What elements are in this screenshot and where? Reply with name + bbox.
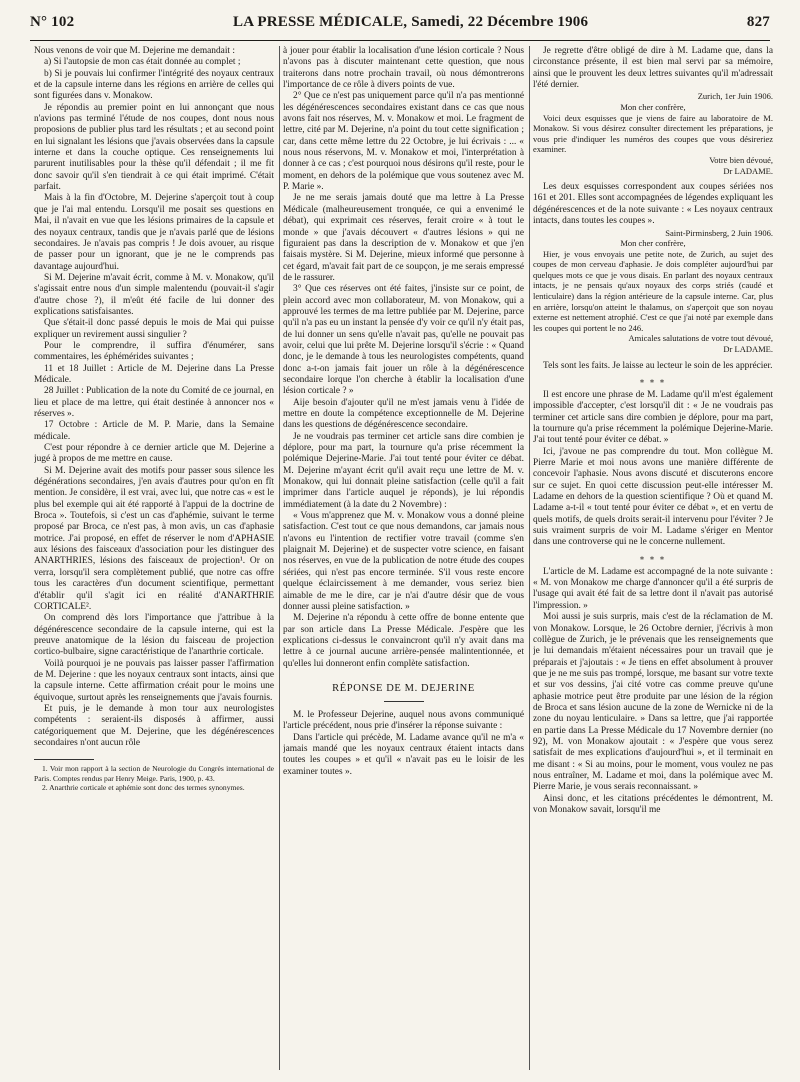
header-rule [30,40,770,41]
paragraph: Je ne voudrais pas terminer cet article sans dire combien je déplore, pour ma part, la tournure qu'a prise récemment la polémique Dejerine-Marie. J'ai tout tenté pour éviter ce débat. M. Dejerine m'ayant écrit qu'il avait reçu une lettre de M. v. Monakow, qui lui donnait pleine satisfaction (celle qu'il a fait imprimer dans l'article auquel je réponds), je lui répondis immédiatement (à la date du 2 Novembre) : [283,431,524,510]
paragraph: Ainsi donc, et les citations précédentes le démontrent, M. von Monakow savait, lorsqu'il me [533,793,773,815]
column-separator [279,46,280,1070]
column-1 [34,46,274,1074]
letter-closing: Votre bien dévoué, [709,154,773,165]
letter-closing: Amicales salutations de votre tout dévoué, [628,333,773,344]
column-3 [533,46,773,1074]
paragraph: 3° Que ces réserves ont été faites, j'insiste sur ce point, de plein accord avec mon collaborateur, M. von Monakow, qui a approuvé les termes de ma lettre publiée par M. Dejerine, parce qu'il n'a pas eu un instant la pensée d'y voir ce qu'il n'y était pas, de lui donner un sens qu'elle n'avait pas, qu'elle ne pouvait pas avoir, celui que lui prête M. Dejerine lorsqu'il s'écrie : « Quand donc, je le demande à tous les neurologistes compétents, quand donc a-t-on jamais fait jouer un rôle à la dégénérescence secondaire lorque l'on cherche à établir la localisation d'une lésion corticale ? » [283,284,524,397]
letter-signature: Dr LADAME. [723,344,773,355]
ornament: ⁎ ⁎ ⁎ [640,552,666,562]
column-separator [529,46,530,1070]
paragraph: a) Si l'autopsie de mon cas était donnée au complet ; [44,57,241,68]
paragraph: Aije besoin d'ajouter qu'il ne m'est jamais venu à l'idée de mettre en doute la compétence exceptionnelle de M. Dejerine dans les questions de dégénérescence secondaire. [283,397,524,431]
paragraph: b) Si je pouvais lui confirmer l'intégrité des noyaux centraux et de la capsule interne dans les régions en arrière de celles qui sont figurées dans v. Monakow. [34,68,274,102]
paragraph: Mais à la fin d'Octobre, M. Dejerine s'aperçoit tout à coup que je l'ai mal entendu. Lorsqu'il me posait ses questions en Mai, il n'avait en vue que les lésions primaires de la capsule et des noyaux centraux, tandis que je n'avais parlé que de lésions secondaires. Je n'avais pas compris ! Je dois avouer, au risque de passer pour un ignorant, que je ne le comprends pas davantage aujourd'hui. [34,193,274,272]
page-header [30,14,770,40]
footnote: 2. Anarthrie corticale et aphémie sont donc des termes synonymes. [42,783,245,793]
paragraph: Moi aussi je suis surpris, mais c'est de la réclamation de M. von Monakow. Lorsque, le 26 Octobre dernier, j'écrivis à mon collègue de Zurich, je le prévenais que les renseignements que je lui demandais m'étaient nécessaires pour un travail que je préparais et j'ajoutais : « Je tiens en effet absolument à prouver que je ne me suis pas trompé, lorsque, me basant sur votre texte et sur vos dessins, j'ai cité votre cas comme preuve qu'une aphasie motrice peut être produite par une lésion de la région de Broca et sans lésion aucune de la zone de Wernicke ni de la zone du noyau lenticulaire. » Dans sa lettre, que j'ai rapportée en partie dans La Presse Médicale du 17 Novembre dernier (no 92), M. von Monakow ajoutait : « J'espère que vous serez satisfait de mes explications d'aujourd'hui », et il terminait en me disant : « Si au moins, pour le moment, vous voulez ne pas nous entraîner, M. Ladame et moi, dans la polémique avec M. Pierre Marie, je vous serais reconnaissant. » [533,612,773,793]
paragraph: L'article de M. Ladame est accompagné de la note suivante : « M. von Monakow me charge d'annoncer qu'il a été surpris de l'usage qui avait été fait de sa lettre dont il n'avait pas autorisé l'impression. » [533,566,773,611]
paragraph: 11 et 18 Juillet : Article de M. Dejerine dans La Presse Médicale. [34,363,274,385]
issue-number: N° 102 [30,14,75,30]
page-number: 827 [746,14,770,30]
journal-title: LA PRESSE MÉDICALE, Samedi, 22 Décembre 1906 [232,14,589,30]
paragraph: Les deux esquisses correspondent aux coupes sériées nos 161 et 201. Elles sont accompagnées de légendes expliquant les dégénérescences et de la note suivante : « Les noyaux centraux intacts, dans toutes les coupes ». [533,182,773,227]
letter-place-date: Saint-Pirminsberg, 2 Juin 1906. [665,227,773,238]
paragraph: à jouer pour établir la localisation d'une lésion corticale ? Nous n'avons pas à discuter maintenant cette question, que nous traiterons dans notre prochain travail, où nous démontrerons l'importance de ce rôle à divers points de vue. [283,46,524,91]
section-title: RÉPONSE DE M. DEJERINE [332,682,475,694]
paragraph: Nous venons de voir que M. Dejerine me demandait : [34,46,235,56]
quoted-letter: « Vous m'apprenez que M. v. Monakow vous a donné pleine satisfaction. C'est tout ce que nous demandons, car jamais nous n'avons eu l'intention de rectifier votre travail (comme s'en plaignait M. Dejerine) et de suspecter votre science, en faisant nos réserves, en vue de la publication de notre étude des coupes sériées, qui n'est pas encore terminée. S'il vous reste encore quelque éclaircissement à me demander, vous seriez bien aimable de me le dire, car je n'ai d'autre désir que de vous donner aussi pleine satisfaction. » [283,511,524,612]
letter-signature: Dr LADAME. [723,165,773,176]
letter-salutation: Mon cher confrère, [620,238,686,249]
letter-body: Voici deux esquisses que je viens de faire au laboratoire de M. Monakow. Si vous désirez consulter directement les préparations, je vous prie d'indiquer les numéros des coupes que vous désireriez examiner. [533,112,773,155]
paragraph: Pour le comprendre, il suffira d'énumérer, sans commentaires, les éphémérides suivantes ; [34,340,274,363]
letter-body: Hier, je vous envoyais une petite note, de Zurich, au sujet des coupes de mon cerveau d'aphasie. Je dois compléter aujourd'hui par quelques mots ce que je vous disais. En parlant des noyaux centraux intacts, je ne pensais qu'aux noyaux des corps striés (caudé et lenticulaire) dans la région antérieure de la capsule interne. Car, plus en arrière, lorsqu'on atteint le thalamus, on s'aperçoit que son noyau externe est nettement atrophié. C'est ce que j'ai noté par exemple dans les coupes qui portent le no 246. [533,248,773,333]
letter-place-date: Zurich, 1er Juin 1906. [697,91,773,102]
paragraph: Voilà pourquoi je ne pouvais pas laisser passer l'affirmation de M. Dejerine : que les noyaux centraux sont intacts, ainsi que la capsule interne. Cette affirmation créait pour le moins une équivoque, surtout après les renseignements que j'avais fournis. [34,658,274,703]
letter-salutation: Mon cher confrère, [620,101,686,112]
paragraph: On comprend dès lors l'importance que j'attribue à la dégénérescence secondaire de la capsule interne, qui est la preuve anatomique de la lésion du faisceau de projection cortico-bulbaire, signe caractéristique de l'anarthrie corticale. [34,613,274,658]
paragraph: M. le Professeur Dejerine, auquel nous avons communiqué l'article précédent, nous prie d'insérer la réponse suivante : [283,709,524,732]
section-rule [384,701,424,702]
paragraph: 2° Que ce n'est pas uniquement parce qu'il n'a pas mentionné les dégénérescences secondaires existant dans ce cas que nous avons fait nos réserves, M. v. Monakow et moi. Le fragment de lettre, cité par M. Dejerine, n'a point du tout cette signification ; car, dans cette même lettre du 22 Octobre, je lui écrivais : ... « nous nous réservons, M. v. Monakow et moi, l'interprétation à donner à ce cas ; c'est pourquoi nous désirons qu'il reste, pour le moment, en dehors de la polémique que vous soutenez avec M. P. Marie ». [283,91,524,193]
paragraph: Que s'était-il donc passé depuis le mois de Mai qui puisse expliquer un revirement aussi singulier ? [34,318,274,340]
paragraph: Il est encore une phrase de M. Ladame qu'il m'est également impossible d'accepter, c'est lorsqu'il dit : « Je ne voudrais pas terminer cet article sans dire combien je déplore, pour ma part, la tournure qu'a prise récemment la polémique Dejerine-Marie. J'ai tout tenté pour éviter ce débat. » [533,389,773,446]
paragraph: Je répondis au premier point en lui annonçant que nous n'avions pas terminé l'étude de nos coupes, dont nous nous proposions de publier plus tard les résultats ; et au second point en lui signalant les lésions que j'avais observées dans la capsule interne et dans la couche optique. Ces renseignements lui parurent inutilisables pour la thèse qu'il défendait ; il me fit donc savoir qu'il s'en tiendrait à ce qui était imprimé. C'était parfait. [34,102,274,193]
footnote-rule [34,759,94,760]
paragraph: C'est pour répondre à ce dernier article que M. Dejerine a jugé à propos de me mettre en cause. [34,443,274,465]
paragraph: Si M. Dejerine avait des motifs pour passer sous silence les dégénérations secondaires, j'en avais d'autres pour qu'on en fît mention. Je considère, il est vrai, avec lui, que notre cas « est le plus bel exemple qui ait été rapporté à l'appui de la doctrine de Broca ». Toutefois, si c'est un cas d'aphémie, suivant le terme proposé par Broca, ce n'est pas, à mon avis, un cas d'aphasie motrice. J'ai proposé, en effet de réserver le nom d'APHASIE aux lésions des faisceaux d'association pour les distinguer des ANARTHRIES, lésions des faisceaux de projection¹. Or on verra, lorsqu'il sera complètement publié, que notre cas offre tous les caractères d'un document scientifique, permettant d'établir qu'il s'agit ici en réalité d'ANARTHRIE CORTICALE². [34,465,274,612]
paragraph: Dans l'article qui précède, M. Ladame avance qu'il ne m'a « jamais mandé que les noyaux centraux étaient intacts dans toutes les coupes » et qu'il « n'avait pas eu le loisir de les examiner toutes ». [283,732,524,777]
ornament: ⁎ ⁎ ⁎ [640,375,666,385]
paragraph: Si M. Dejerine m'avait écrit, comme à M. v. Monakow, qu'il s'agissait entre nous d'un simple malentendu (pouvait-il s'agir d'autre chose ?), il m'eût été facile de lui donner des explications satisfaisantes. [34,272,274,317]
paragraph: M. Dejerine n'a répondu à cette offre de bonne entente que par son article dans La Presse Médicale. J'espère que les explications ci-dessus le convaincront qu'il n'y avait dans ma lettre à ce journal aucune arrière-pensée malintentionnée, et qu'elles lui donneront enfin complète satisfaction. [283,613,524,669]
column-2 [283,46,524,1074]
paragraph: 17 Octobre : Article de M. P. Marie, dans la Semaine médicale. [34,420,274,442]
paragraph: Et puis, je le demande à mon tour aux neurologistes compétents : seraient-ils disposés à affirmer, aussi catégoriquement que M. Dejerine, que les dégénérescences secondaires n'ont aucun rôle [34,703,274,748]
footnote: 1. Voir mon rapport à la section de Neurologie du Congrès international de Paris. Comptes rendus par Henry Meige. Paris, 1900, p. 43. [34,764,274,783]
paragraph: Je regrette d'être obligé de dire à M. Ladame que, dans la circonstance présente, il est bien mal servi par sa mémoire, ainsi que le prouvent les deux lettres suivantes qu'il m'adressait l'été dernier. [533,46,773,91]
paragraph: 28 Juillet : Publication de la note du Comité de ce journal, en lieu et place de ma lettre, qui était destinée à annoncer nos « réserves ». [34,386,274,419]
paragraph: Tels sont les faits. Je laisse au lecteur le soin de les apprécier. [543,360,773,371]
paragraph: Ici, j'avoue ne pas comprendre du tout. Mon collègue M. Pierre Marie et moi nous avons une manière différente de concevoir l'aphasie. Nous avons discuté et discuterons encore sur ce sujet. En quoi cette discussion peut-elle intéresser M. Ladame en dehors de la question scientifique ? Où et quand M. Ladame a-t-il « tout tenté pour éviter ce débat », et en vertu de quels motifs, de quels droits serait-il intervenu pour l'éviter ? Je suis vraiment surpris de voir M. Ladame s'ériger en Mentor dans une controverse qui ne le concerne nullement. [533,446,773,548]
paragraph: Je ne me serais jamais douté que ma lettre à La Presse Médicale (malheureusement tronquée, ce qui a envenimé le débat), qui exprimait ces réserves, ferait croire « à tout le monde » que j'avais découvert « d'autres lésions » qui ne figuraient pas dans la description de v. Monakow et que j'en faisais mystère. Si M. Dejerine, mieux informé que personne à cet égard, m'avait fait part de ce soupçon, je me serais empressé de le rassurer. [283,193,524,283]
